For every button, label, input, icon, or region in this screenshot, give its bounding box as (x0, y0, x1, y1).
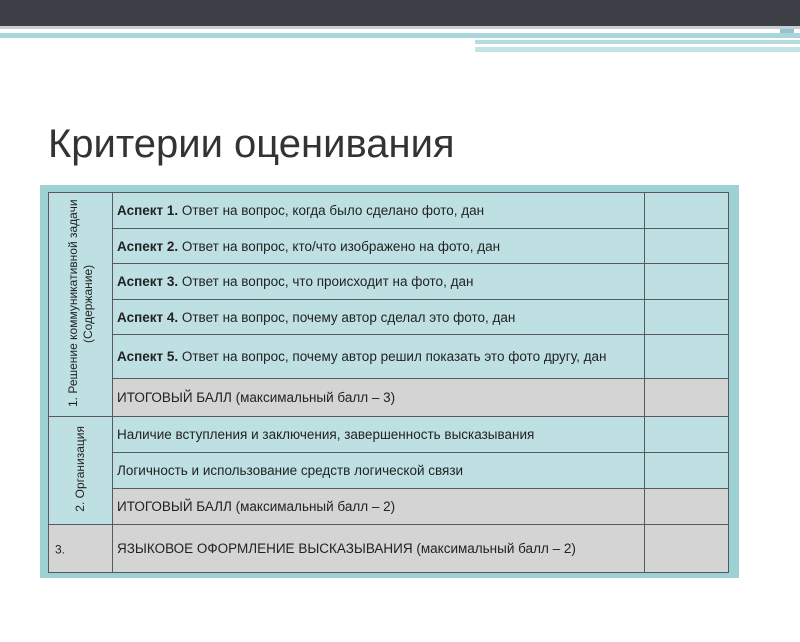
slide-title: Критерии оценивания (48, 122, 455, 166)
aspect-label: Аспект 1. (117, 203, 179, 218)
aspect-text: Ответ на вопрос, что происходит на фото, дан (178, 274, 474, 289)
aspect-text: Ответ на вопрос, когда было сделано фото, дан (178, 203, 485, 218)
table-row (49, 193, 729, 229)
table-row (49, 300, 729, 335)
section-2-cell (49, 417, 113, 525)
section-3-cell (49, 525, 113, 573)
score-cell (645, 453, 729, 489)
section-3-label: 3. (55, 542, 66, 557)
score-cell (645, 229, 729, 264)
table-row (49, 417, 729, 453)
table-row (49, 335, 729, 379)
score-cell (645, 300, 729, 335)
section-1-label: 1. Решение коммуникативной задачи (Содержание) (65, 199, 95, 407)
top-bar-shadow (0, 26, 800, 29)
table-row (49, 489, 729, 525)
table-row (49, 264, 729, 300)
organization-2-cell: Логичность и использование средств логической связи (113, 453, 645, 489)
score-cell (645, 193, 729, 229)
table-row (49, 229, 729, 264)
aspect-text: Ответ на вопрос, почему автор решил показать это фото другу, дан (178, 349, 607, 364)
aspect-text: Ответ на вопрос, почему автор сделал это фото, дан (178, 309, 516, 325)
accent-stripe (475, 47, 800, 52)
accent-stripe (0, 33, 800, 38)
score-cell (645, 335, 729, 379)
section-2-label: 2. Организация (73, 426, 87, 512)
aspect-label: Аспект 3. (117, 274, 179, 289)
top-bar (0, 0, 800, 26)
total-1-cell: ИТОГОВЫЙ БАЛЛ (максимальный балл – 3) (113, 379, 645, 417)
aspect-2-cell (113, 229, 645, 264)
accent-stripe (475, 40, 800, 44)
score-cell (645, 525, 729, 573)
language-cell: ЯЗЫКОВОЕ ОФОРМЛЕНИЕ ВЫСКАЗЫВАНИЯ (максимальный балл – 2) (113, 525, 645, 573)
table-row (49, 525, 729, 573)
score-cell (645, 264, 729, 300)
aspect-label: Аспект 2. (117, 238, 179, 254)
aspect-1-cell (113, 193, 645, 229)
aspect-5-cell (113, 335, 645, 379)
score-cell (645, 489, 729, 525)
criteria-table (48, 192, 729, 573)
section-1-cell (49, 193, 113, 417)
aspect-4-cell (113, 300, 645, 335)
total-2-cell: ИТОГОВЫЙ БАЛЛ (максимальный балл – 2) (113, 489, 645, 525)
table-row (49, 453, 729, 489)
table-row (49, 379, 729, 417)
organization-1-cell: Наличие вступления и заключения, завершенность высказывания (113, 417, 645, 453)
aspect-label: Аспект 4. (117, 309, 179, 325)
accent-stripe (780, 29, 794, 33)
aspect-label: Аспект 5. (117, 349, 179, 364)
aspect-3-cell (113, 264, 645, 300)
score-cell (645, 417, 729, 453)
score-cell (645, 379, 729, 417)
aspect-text: Ответ на вопрос, кто/что изображено на фото, дан (178, 238, 501, 254)
